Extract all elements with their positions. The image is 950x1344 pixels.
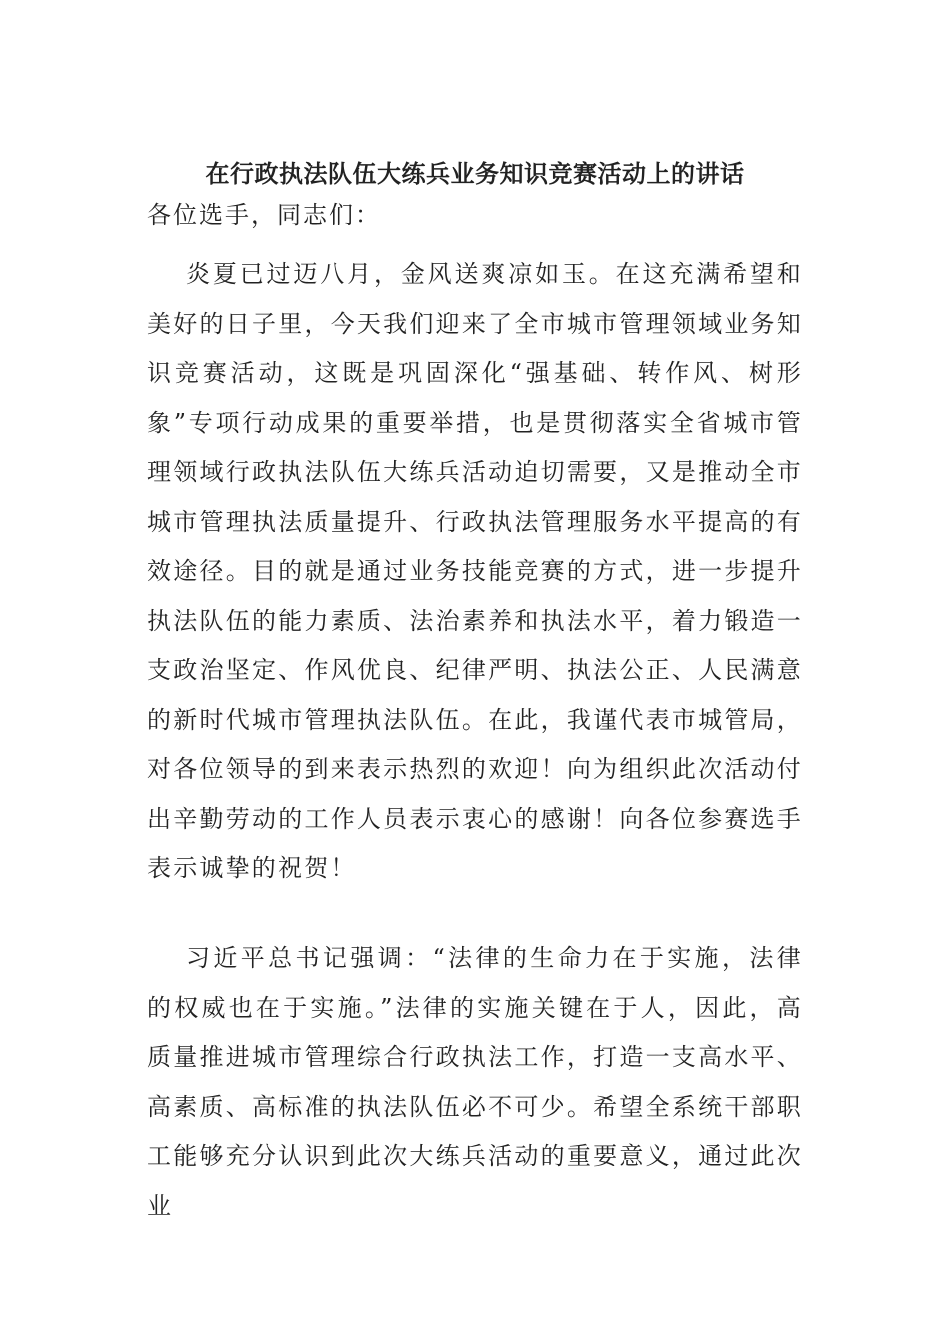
salutation: 各位选手，同志们： xyxy=(147,201,381,229)
paragraph-opening: 炎夏已过迈八月，金风送爽凉如玉。在这充满希望和美好的日子里，今天我们迎来了全市城市管理领域业务知识竞赛活动，这既是巩固深化“强基础、转作风、树形象”专项行动成果的重要举措，也是贯彻落实全省城市管理领域行政执法队伍大练兵活动迫切需要，又是推动全市城市管理执法质量提升、行政执法管理服务水平提高的有效途径。目的就是通过业务技能竞赛的方式，进一步提升执法队伍的能力素质、法治素养和执法水平，着力锻造一支政治坚定、作风优良、纪律严明、执法公正、人民满意的新时代城市管理执法队伍。在此，我谨代表市城管局，对各位领导的到来表示热烈的欢迎！向为组织此次活动付出辛勤劳动的工作人员表示衷心的感谢！向各位参赛选手表示诚挚的祝贺！ xyxy=(147,260,803,882)
paragraph-second: 习近平总书记强调：“法律的生命力在于实施，法律的权威也在于实施。”法律的实施关键在于人，因此，高质量推进城市管理综合行政执法工作，打造一支高水平、高素质、高标准的执法队伍必不可少。希望全系统干部职工能够充分认识到此次大练兵活动的重要意义，通过此次业 xyxy=(147,944,803,1220)
page-title: 在行政执法队伍大练兵业务知识竞赛活动上的讲话 xyxy=(205,159,745,188)
